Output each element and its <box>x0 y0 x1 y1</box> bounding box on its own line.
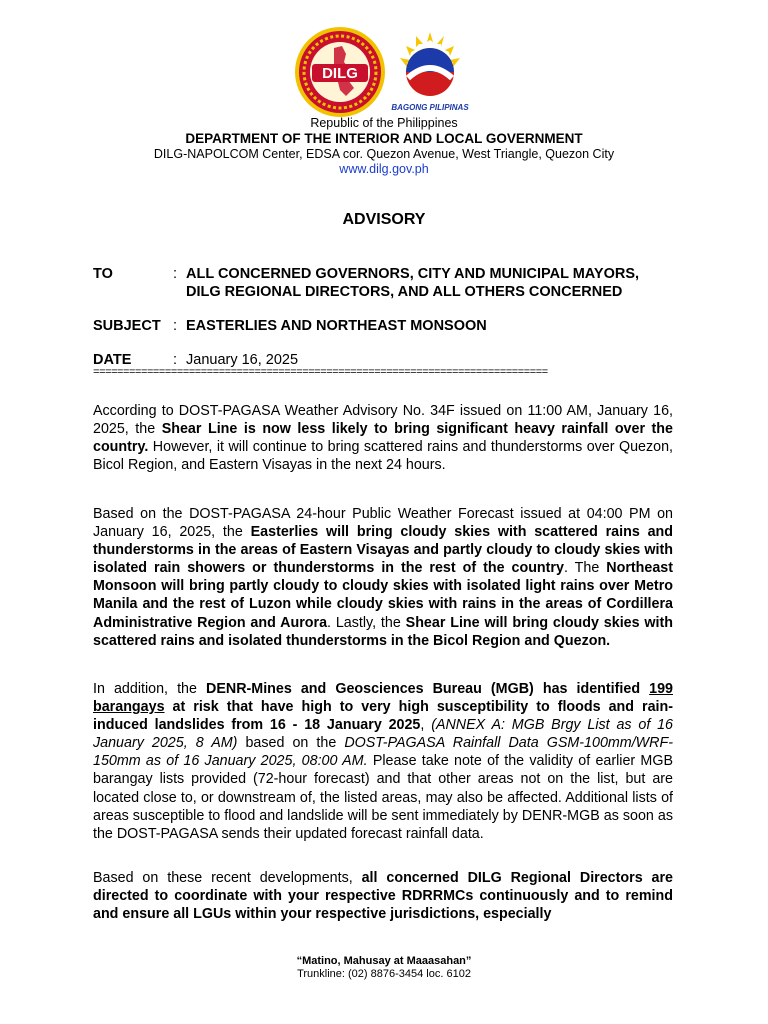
p2-text-d: Northeast Monsoon will bring partly cloudy to cloudy skies with isolated light rains over Metro Manila and the rest of Luzon while cloudy skies with rains in the areas of Cordillera Administrative Region and Aurora <box>93 560 673 631</box>
p1-text-c: However, it will continue to bring scattered rains and thunderstorms over Quezon, Bicol Region, and Eastern Visayas in the next 24 hours. <box>93 439 673 474</box>
p2-text-e: . Lastly, the <box>327 614 406 631</box>
letterhead <box>0 116 768 177</box>
p1-text-a: According to DOST-PAGASA Weather Advisory No. 34F issued on 11:00 AM, January 16, 2025, the <box>93 403 673 438</box>
p3-text-a: In addition, the <box>93 681 207 697</box>
paragraph-2 <box>93 505 673 650</box>
bagong-pilipinas-logo <box>386 28 474 116</box>
p2-text-a: Based on the DOST-PAGASA 24-hour Public Weather Forecast issued at 04:00 PM on January 16, 2025, the <box>93 506 673 541</box>
subject-label: SUBJECT <box>93 318 161 334</box>
dilg-seal-text: DILG <box>322 65 358 82</box>
p4-text-b: all concerned DILG Regional Directors are directed to coordinate with your respective RDRRMCs continuously and to remind and ensure all LGUs within your respective jurisdictions, especially <box>93 870 673 923</box>
separator-rule: ============================================================================ <box>93 367 548 379</box>
p3-text-d: at risk that have high to very high susceptibility to floods and rain-induced landslides from 16 - 18 January 2025 <box>93 699 673 734</box>
p3-text-h: DOST-PAGASA Rainfall Data GSM-100mm/WRF-150mm as of 16 January 2025, 08:00 AM. <box>93 735 673 770</box>
p3-text-f: (ANNEX A: MGB Brgy List as of 16 January 2025, 8 AM) <box>93 717 674 752</box>
p1-text-b: Shear Line is now less likely to bring significant heavy rainfall over the country. <box>93 421 673 456</box>
to-label: TO <box>93 266 113 282</box>
footer-motto: “Matino, Mahusay at Maaasahan” <box>296 955 472 967</box>
to-colon: : <box>173 266 178 282</box>
p2-text-c: . The <box>563 560 607 577</box>
dilg-seal-logo <box>294 26 386 118</box>
memo-subject <box>93 318 677 336</box>
p2-text-b: Easterlies will bring cloudy skies with scattered rains and thunderstorms in the areas of Eastern Visayas and partly cloudy to cloudy skies with isolated rain showers or thunderstorms in the rest of the country <box>93 524 674 577</box>
p3-text-g: based on the <box>237 735 345 752</box>
to-value-2: DILG REGIONAL DIRECTORS, AND ALL OTHERS CONCERNED <box>186 283 623 300</box>
address-line: DILG-NAPOLCOM Center, EDSA cor. Quezon Avenue, West Triangle, Quezon City <box>153 147 615 161</box>
republic-line: Republic of the Philippines <box>310 116 458 130</box>
date-label: DATE <box>93 352 132 368</box>
paragraph-4 <box>93 869 673 923</box>
p4-text-a: Based on these recent developments, <box>93 870 362 886</box>
p3-text-b: DENR-Mines and Geosciences Bureau (MGB) has identified <box>206 681 650 697</box>
header-logos <box>0 26 768 116</box>
p3-text-c: 199 barangays <box>93 681 673 716</box>
memo-to <box>93 266 677 301</box>
p3-text-e: , <box>420 717 432 734</box>
subject-value: EASTERLIES AND NORTHEAST MONSOON <box>186 318 487 334</box>
footer-trunkline: Trunkline: (02) 8876-3454 loc. 6102 <box>297 968 471 980</box>
department-name: DEPARTMENT OF THE INTERIOR AND LOCAL GOVERNMENT <box>185 131 583 146</box>
website-link[interactable]: www.dilg.gov.ph <box>339 162 429 176</box>
to-value-1: ALL CONCERNED GOVERNORS, CITY AND MUNICIPAL MAYORS, <box>186 266 640 282</box>
document-title: ADVISORY <box>342 211 426 228</box>
date-colon: : <box>173 352 178 368</box>
date-value: January 16, 2025 <box>186 352 299 368</box>
bagong-pilipinas-text: BAGONG PILIPINAS <box>391 103 469 112</box>
p2-text-f: Shear Line will bring cloudy skies with scattered rains and isolated thunderstorms in the Bicol Region and Quezon. <box>93 614 674 649</box>
paragraph-3 <box>93 680 673 843</box>
footer <box>0 955 768 981</box>
p3-text-i: Please take note of the validity of earlier MGB barangay lists provided (72-hour forecast) and that other areas not on the list, but are located close to, or downstream of, the listed areas, may also be affected. Additional lists of areas susceptible to flood and landslide will be sent immediately by DENR-MGB as soon as the DOST-PAGASA sends their updated forecast rainfall data. <box>93 753 673 842</box>
paragraph-1 <box>93 402 673 474</box>
subject-colon: : <box>173 318 178 334</box>
